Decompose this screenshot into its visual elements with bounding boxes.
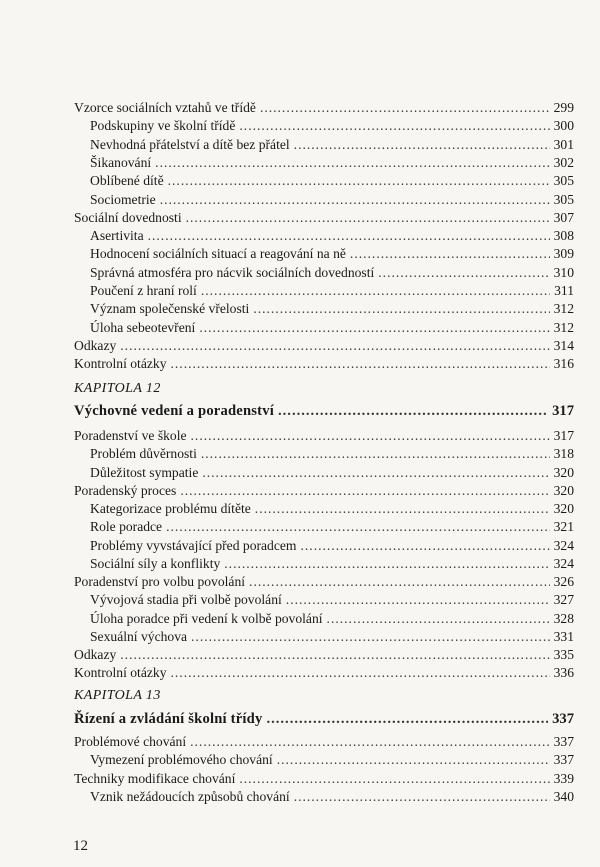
toc-entry bbox=[90, 154, 574, 172]
toc-entry-page: 324 bbox=[553, 555, 574, 571]
chapter-13-title: Řízení a zvládání školní třídy bbox=[74, 711, 263, 727]
toc-entry bbox=[74, 573, 574, 591]
toc-entry-title: Kategorizace problému dítěte bbox=[90, 501, 251, 516]
toc-entry-title: Úloha poradce při vedení k volbě povolání bbox=[90, 610, 323, 626]
toc-entry-page: 299 bbox=[553, 100, 574, 115]
dot-leader bbox=[180, 482, 549, 500]
toc-entry-title: Techniky modifikace chování bbox=[74, 770, 236, 786]
toc-entry bbox=[74, 664, 574, 682]
dot-leader bbox=[201, 445, 550, 463]
toc-entry bbox=[74, 99, 574, 117]
dot-leader bbox=[171, 355, 550, 373]
toc-entry-title: Odkazy bbox=[74, 337, 117, 353]
dot-leader bbox=[253, 300, 549, 318]
toc-entry-page: 311 bbox=[554, 283, 574, 298]
toc-entry-page: 300 bbox=[553, 118, 574, 134]
toc-entry-page: 305 bbox=[553, 173, 574, 189]
dot-leader bbox=[168, 172, 550, 190]
toc-entry bbox=[74, 337, 574, 355]
toc-entry-title: Poradenský proces bbox=[74, 482, 177, 498]
toc-entry bbox=[90, 172, 574, 190]
dot-leader bbox=[239, 117, 549, 135]
dot-leader bbox=[327, 610, 550, 628]
toc-entry-page: 314 bbox=[553, 337, 574, 353]
toc-entry-title: Význam společenské vřelosti bbox=[90, 301, 250, 317]
dot-leader bbox=[201, 282, 550, 300]
toc-entry bbox=[90, 191, 574, 209]
toc-entry-title: Problémové chování bbox=[74, 734, 187, 749]
toc-entry bbox=[90, 319, 574, 337]
toc-entry-page: 327 bbox=[553, 592, 574, 608]
toc-entry bbox=[90, 500, 574, 518]
chapter-13-page: 337 bbox=[552, 711, 574, 727]
toc-entry bbox=[74, 770, 574, 788]
dot-leader bbox=[350, 245, 550, 263]
chapter-13-label: KAPITOLA 13 bbox=[74, 688, 161, 703]
toc-entry bbox=[74, 355, 574, 373]
dot-leader bbox=[294, 136, 550, 154]
dot-leader bbox=[148, 227, 550, 245]
dot-leader bbox=[224, 555, 549, 573]
toc-entry bbox=[90, 610, 574, 628]
dot-leader bbox=[277, 751, 550, 769]
toc-entry-page: 316 bbox=[553, 356, 574, 372]
toc-entry-page: 337 bbox=[553, 734, 574, 749]
toc-entry-page: 308 bbox=[553, 228, 574, 244]
dot-leader bbox=[120, 646, 549, 664]
toc-entry-title: Úloha sebeotevření bbox=[90, 319, 196, 335]
toc-entry bbox=[90, 117, 574, 135]
chapter-13-title-row bbox=[74, 710, 574, 728]
dot-leader bbox=[186, 209, 550, 227]
toc-entry bbox=[90, 282, 574, 300]
toc-entry-page: 340 bbox=[553, 788, 574, 804]
toc-entry-title: Kontrolní otázky bbox=[74, 665, 167, 681]
toc-entry-page: 331 bbox=[553, 628, 574, 644]
page-number: 12 bbox=[73, 838, 88, 854]
dot-leader bbox=[191, 628, 550, 646]
dot-leader bbox=[160, 191, 550, 209]
dot-leader bbox=[191, 427, 550, 445]
toc-entry-page: 320 bbox=[553, 501, 574, 516]
toc-entry bbox=[74, 482, 574, 500]
toc-entry bbox=[90, 300, 574, 318]
toc-entry-title: Role poradce bbox=[90, 519, 163, 535]
dot-leader bbox=[120, 337, 549, 355]
dot-leader bbox=[294, 788, 550, 806]
dot-leader bbox=[202, 464, 549, 482]
toc-entry bbox=[90, 518, 574, 536]
toc-entry bbox=[74, 209, 574, 227]
toc-entry-title: Vývojová stadia při volbě povolání bbox=[90, 592, 282, 608]
toc-entry bbox=[90, 628, 574, 646]
dot-leader bbox=[155, 154, 549, 172]
toc-entry-title: Nevhodná přátelství a dítě bez přátel bbox=[90, 136, 290, 152]
toc-entry-page: 320 bbox=[553, 464, 574, 480]
toc-entry-title: Vzorce sociálních vztahů ve třídě bbox=[74, 100, 256, 115]
chapter-12-title-row bbox=[74, 402, 574, 420]
chapter-12-title: Výchovné vedení a poradenství bbox=[74, 403, 274, 419]
toc-entry-title: Podskupiny ve školní třídě bbox=[90, 118, 236, 134]
toc-entry-title: Hodnocení sociálních situací a reagování na ně bbox=[90, 246, 346, 262]
dot-leader bbox=[166, 518, 550, 536]
toc-entry bbox=[90, 136, 574, 154]
toc-entry bbox=[90, 264, 574, 282]
toc-entry-title: Sexuální výchova bbox=[90, 628, 188, 644]
toc-entry-page: 320 bbox=[553, 482, 574, 498]
toc-entry-title: Vymezení problémového chování bbox=[90, 752, 273, 768]
toc-entry-page: 339 bbox=[553, 770, 574, 786]
toc-entry-page: 312 bbox=[553, 319, 574, 335]
toc-entry-page: 328 bbox=[553, 610, 574, 626]
toc-entry-title: Oblíbené dítě bbox=[90, 173, 164, 189]
toc-entry-title: Problém důvěrnosti bbox=[90, 446, 197, 462]
toc-entry-title: Sociální síly a konflikty bbox=[90, 555, 221, 571]
toc-entry-title: Šikanování bbox=[90, 154, 152, 170]
toc-entry bbox=[90, 445, 574, 463]
chapter-12-page: 317 bbox=[552, 403, 574, 419]
dot-leader bbox=[301, 537, 550, 555]
toc-entry-title: Správná atmosféra pro nácvik sociálních dovedností bbox=[90, 264, 375, 280]
toc-entry bbox=[90, 245, 574, 263]
toc-entry bbox=[90, 464, 574, 482]
toc-entry bbox=[90, 788, 574, 806]
toc-entry bbox=[90, 555, 574, 573]
toc-entry-page: 309 bbox=[553, 246, 574, 262]
dot-leader bbox=[190, 733, 549, 751]
toc-entry-page: 337 bbox=[553, 752, 574, 768]
toc-entry-page: 312 bbox=[553, 301, 574, 317]
toc-entry-title: Problémy vyvstávající před poradcem bbox=[90, 537, 297, 553]
toc-entry-title: Asertivita bbox=[90, 228, 144, 244]
dot-leader bbox=[286, 591, 550, 609]
dot-leader bbox=[239, 770, 549, 788]
dot-leader bbox=[260, 99, 550, 117]
toc-entry-page: 326 bbox=[553, 574, 574, 589]
toc-entry-page: 324 bbox=[553, 537, 574, 553]
dot-leader bbox=[255, 500, 550, 518]
dot-leader bbox=[378, 264, 549, 282]
toc-entry-page: 317 bbox=[553, 428, 574, 443]
toc-entry bbox=[90, 751, 574, 769]
toc-entry bbox=[74, 646, 574, 664]
toc-entry-page: 335 bbox=[553, 647, 574, 662]
toc-entry-title: Odkazy bbox=[74, 647, 117, 662]
toc-entry-title: Kontrolní otázky bbox=[74, 356, 167, 372]
toc-entry-page: 307 bbox=[553, 209, 574, 225]
toc-entry-title: Poučení z hraní rolí bbox=[90, 283, 197, 298]
toc-entry-page: 310 bbox=[553, 264, 574, 280]
toc-entry bbox=[90, 591, 574, 609]
toc-entry-title: Poradenství pro volbu povolání bbox=[74, 574, 246, 589]
toc-entry-title: Poradenství ve škole bbox=[74, 428, 187, 443]
dot-leader bbox=[266, 710, 548, 728]
toc-entry-title: Vznik nežádoucích způsobů chování bbox=[90, 788, 290, 804]
toc-entry-title: Důležitost sympatie bbox=[90, 464, 199, 480]
toc-entry-page: 305 bbox=[553, 191, 574, 207]
toc-entry bbox=[90, 537, 574, 555]
toc-entry-title: Sociální dovednosti bbox=[74, 209, 182, 225]
chapter-12-label: KAPITOLA 12 bbox=[74, 381, 161, 396]
toc-entry-page: 321 bbox=[553, 519, 574, 535]
toc-entry-page: 302 bbox=[553, 154, 574, 170]
toc-entry-page: 336 bbox=[553, 665, 574, 681]
toc-entry bbox=[74, 733, 574, 751]
dot-leader bbox=[278, 402, 548, 420]
dot-leader bbox=[171, 664, 550, 682]
toc-entry-page: 318 bbox=[553, 446, 574, 462]
toc-entry-page: 301 bbox=[553, 136, 574, 152]
toc-entry bbox=[74, 427, 574, 445]
dot-leader bbox=[249, 573, 550, 591]
toc-entry bbox=[90, 227, 574, 245]
toc-entry-title: Sociometrie bbox=[90, 191, 156, 207]
dot-leader bbox=[199, 319, 549, 337]
